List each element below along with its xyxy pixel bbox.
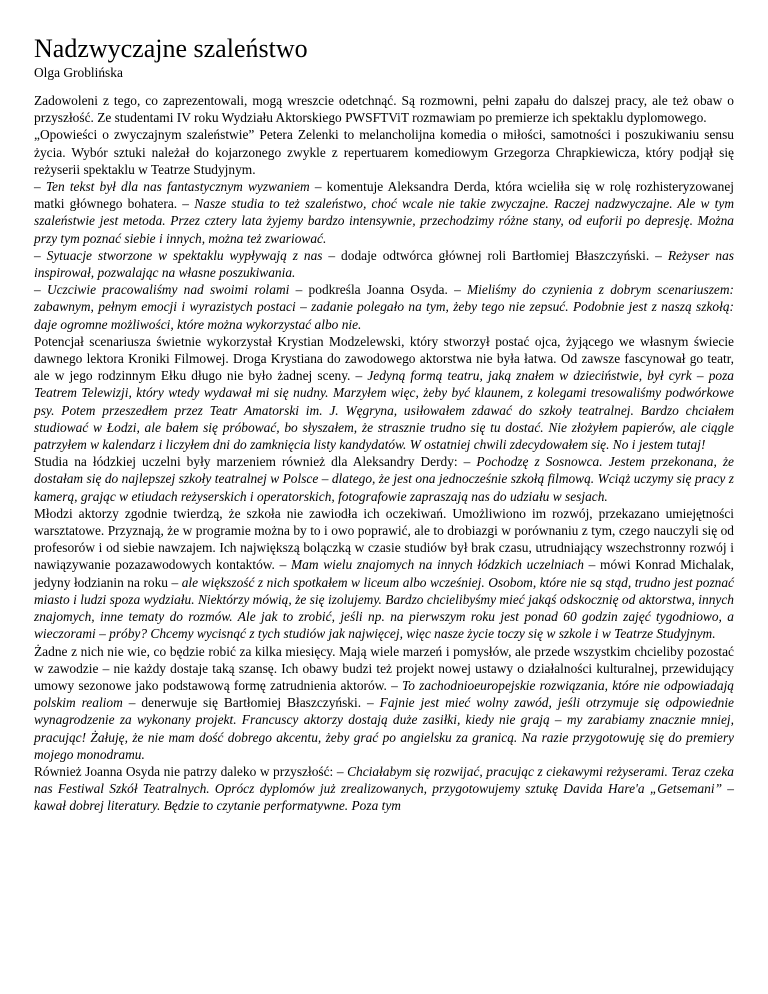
paragraph-text: – denerwuje się Bartłomiej Błaszczyński. – (122, 695, 380, 711)
paragraph-text: – dodaje odtwórca głównej roli Bartłomiej Błaszczyński. – (322, 247, 668, 263)
quote-text: Ten tekst był dla nas fantastycznym wyzwaniem (45, 179, 310, 195)
article-author: Olga Groblińska (34, 65, 123, 80)
article-paragraph (34, 505, 734, 643)
article-paragraph (34, 178, 734, 247)
paragraph-text: – podkreśla Joanna Osyda. – (289, 282, 468, 298)
paragraph-text: – mówi Konrad Michalak, jedyny łodzianin na roku – (34, 557, 735, 590)
quote-text: ale większość z nich spotkałem w liceum albo wcześniej. Osobom, które nie są stąd, trudno jest poznać miasto i ludzi spoza wydziału. Niektórzy mówią, że się izolujemy. Bardzo chcielibyśmy mieć jakąś odskocznię od aktorstwa, innych znajomych, inne tematy do rozmów. Ale jak to zrobić, jeśli np. na pierwszym roku jest ponad 60 godzin zajęć tygodniowo, a wieczorami – próby? Chcemy wycisnąć z tych studiów jak najwięcej, więc nasze życie toczy się w szkole i w Teatrze Studyjnym. (34, 574, 734, 642)
quote-text: Mieliśmy do czynienia z dobrym scenariuszem: zabawnym, pełnym emocji i wyrazistych postaci – zadanie polegało na tym, żeby tego nie zepsuć. Podobnie jest z naszą szkołą: daje ogromne możliwości, które można wykorzystać albo nie. (34, 282, 734, 332)
article-paragraph (34, 643, 734, 763)
paragraph-text: – (34, 282, 47, 298)
quote-text: Reżyser nas inspirował, pozwalając na własne poszukiwania. (34, 247, 734, 281)
quote-text: Chciałabym się rozwijać, pracując z ciekawymi reżyserami. Teraz czeka nas Festiwal Szkół Teatralnych. Oprócz dyplomów już zrealizowanych, przygotowujemy sztukę Davida Hare'a „Getsemani” – kawał dobrej literatury. Będzie to czytanie performatywne. Poza tym (34, 763, 734, 814)
quote-text: Sytuacje stworzone w spektaklu wypływają z nas (46, 247, 323, 263)
paragraph-text: Również Joanna Osyda nie patrzy daleko w przyszłość: – (34, 763, 348, 779)
paragraph-text: Młodzi aktorzy zgodnie twierdzą, że szkoła nie zawiodła ich oczekiwań. Umożliwiono im rozwój, przekazano umiejętności warsztatowe. Przyznają, że w programie można by to i owo poprawić, ale to drobiazgi w porównaniu z tym, czego nauczyli się od profesorów i od siebie nawzajem. Ich największą bolączką w czasie studiów był brak czasu, utrudniający wszechstronny rozwój i nawiązywanie pozazawodowych kontaktów. – (34, 505, 734, 573)
quote-text: Uczciwie pracowaliśmy nad swoimi rolami (46, 282, 290, 298)
article (34, 34, 734, 815)
quote-text: Nasze studia to też szaleństwo, choć wcale nie takie zwyczajne. Raczej nadzwyczajne. Ale w tym szaleństwie jest metoda. Przez cztery lata żyjemy bardzo intensywnie, przechodzimy różne stany, od euforii po depresję. Można przy tym poznać siebie i innych, można też zwariować. (34, 196, 734, 246)
article-paragraph (34, 281, 734, 333)
quote-text: Jedyną formą teatru, jaką znałem w dzieciństwie, był cyrk – poza Teatrem Telewizji, który wtedy wydawał mi się nudny. Marzyłem więc, żeby być klaunem, z kolegami tresowaliśmy podwórkowe psy. Potem przeszedłem przez Teatr Amatorski im. J. Węgryna, usiłowałem zdawać do szkoły teatralnej. Bardzo chciałem studiować w Łodzi, ale bałem się próbować, bo słyszałem, że strasznie trudno się tu dostać. Nie złożyłem papierów, ale ciągle patrzyłem w kalendarz i liczyłem dni do zamknięcia listy kandydatów. W ostatniej chwili zdecydowałem się. No i jestem tutaj! (34, 368, 735, 453)
article-paragraph (34, 92, 734, 126)
article-paragraph (34, 763, 734, 815)
paragraph-text: Żadne z nich nie wie, co będzie robić za kilka miesięcy. Mają wiele marzeń i pomysłów, ale przede wszystkim chcieliby pozostać w zawodzie – nie każdy dostaje taką szansę. Ich obawy budzi też projekt nowej ustawy o działalności kulturalnej, przewidujący umowy sezonowe jako podstawową formę zatrudnienia aktorów. – (34, 643, 734, 693)
paragraph-text: „Opowieści o zwyczajnym szaleństwie” Petera Zelenki to melancholijna komedia o miłości, samotności i poszukiwaniu sensu życia. Wybór sztuki należał do kojarzonego zwykle z repertuarem komediowym Grzegorza Chrapkiewicza, który podjął się reżyserii spektaklu w Teatrze Studyjnym. (34, 127, 734, 177)
article-paragraph (34, 126, 734, 178)
article-title: Nadzwyczajne szaleństwo (34, 34, 308, 63)
article-body (34, 92, 734, 815)
quote-text: Pochodzę z Sosnowca. Jestem przekonana, że dostałam się do najlepszej szkoły teatralnej w Polsce – dlatego, że jest ona jednocześnie szkołą filmową. Wciąż uczymy się pracy z kamerą, grając w etiudach reżyserskich i operatorskich, fotografowie zapraszają nas do udziału w sesjach. (34, 454, 734, 504)
paragraph-text: Studia na łódzkiej uczelni były marzeniem również dla Aleksandry Derdy: – (34, 454, 477, 470)
paragraph-text: – komentuje Aleksandra Derda, która wcieliła się w rolę rozhisteryzowanej matki głównego bohatera. – (34, 179, 734, 212)
article-paragraph (34, 247, 734, 281)
paragraph-text: – (34, 247, 47, 263)
paragraph-text: Potencjał scenariusza świetnie wykorzystał Krystian Modzelewski, który stworzył postać ojca, żyjącego we własnym świecie dawnego lektora Kroniki Filmowej. Droga Krystiana do zawodowego aktorstwa nie była łatwa. Od zawsze fascynował go teatr, ale w jego rodzinnym Ełku długo nie było żadnej sceny. – (34, 333, 734, 384)
article-paragraph (34, 333, 734, 453)
quote-text: Fajnie jest mieć wolny zawód, jeśli otrzymuje się odpowiednie wynagrodzenie za wykonany projekt. Francuscy aktorzy dostają duże zasiłki, kiedy nie grają – my zarabiamy znacznie mniej, pracując! Żałuję, że nie mam dość dobrego akcentu, żeby grać po angielsku za granicą. Na razie przygotowuję się do premiery mojego monodramu. (34, 695, 734, 762)
quote-text: To zachodnioeuropejskie rozwiązania, które nie odpowiadają polskim realiom (34, 677, 734, 711)
paragraph-text: – (34, 179, 46, 195)
quote-text: Mam wielu znajomych na innych łódzkich uczelniach (291, 557, 584, 573)
paragraph-text: Zadowoleni z tego, co zaprezentowali, mogą wreszcie odetchnąć. Są rozmowni, pełni zapału do dalszej pracy, ale też obaw o przyszłość. Ze studentami IV roku Wydziału Aktorskiego PWSFTViT rozmawiam po premierze ich spektaklu dyplomowego. (34, 93, 734, 126)
article-paragraph (34, 453, 734, 505)
